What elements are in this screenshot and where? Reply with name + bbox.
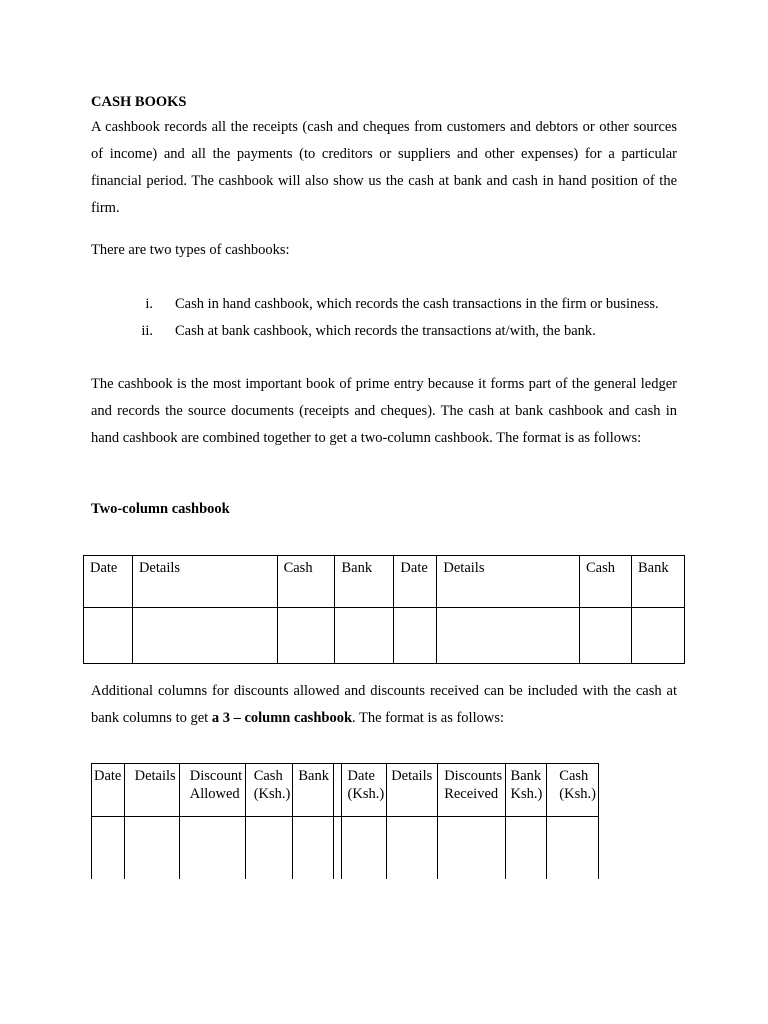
header-cash [547,764,599,817]
header-line: (Ksh.) [559,786,596,802]
table-cell [341,817,387,879]
header-cash: Cash [580,556,632,608]
header-line: Date [347,768,375,784]
header-line: Bank [298,768,329,784]
header-details: Details [132,556,277,608]
header-date [341,764,387,817]
header-line: Allowed [189,786,240,802]
table-cell [124,817,179,879]
header-discount-allowed [179,764,245,817]
table-row [84,608,685,664]
table-header-row [84,556,685,608]
table-header-row [92,764,599,817]
header-line: Ksh.) [510,786,543,802]
table-cell [92,817,125,879]
table-cell [334,817,341,879]
table-cell [84,608,133,664]
header-line: Cash [559,768,589,784]
table-cell [438,817,505,879]
page-title: CASH BOOKS [91,94,187,110]
table-cell [394,608,437,664]
table-cell [505,817,547,879]
table-cell [580,608,632,664]
table-cell [179,817,245,879]
header-date: Date [84,556,133,608]
intro-paragraph: A cashbook records all the receipts (cash and cheques from customers and debtors or other sources of income) and all the payments (to creditors or suppliers and other expenses) for a particular financial period. The cashbook will also show us the cash at bank and cash in hand position of the firm. [91,119,677,216]
header-date [92,764,125,817]
additional-text-end: . The format is as follows: [352,710,504,726]
header-details: Details [437,556,580,608]
list-number: ii. [141,323,153,339]
additional-text: Additional columns for discounts allowed and discounts received can be included with the cash at bank columns to get [91,683,677,726]
header-discounts-received [438,764,505,817]
table-row [92,817,599,879]
header-bank [293,764,334,817]
additional-bold-text: a 3 – column cashbook [211,710,353,726]
additional-paragraph [91,678,677,732]
header-date: Date [394,556,437,608]
header-details [387,764,438,817]
table-cell [335,608,394,664]
header-details [124,764,179,817]
two-column-heading: Two-column cashbook [91,501,230,517]
header-bank: Bank [335,556,394,608]
list-item: Cash in hand cashbook, which records the cash transactions in the firm or business. [175,296,659,312]
header-line: Discounts [444,768,503,784]
header-cash: Cash [277,556,335,608]
header-line: Date [94,768,122,784]
table-cell [437,608,580,664]
list-number: i. [145,296,153,312]
header-line: Details [391,768,433,784]
types-intro: There are two types of cashbooks: [91,242,290,258]
header-line: Cash [253,768,283,784]
table-cell [277,608,335,664]
list-item: Cash at bank cashbook, which records the transactions at/with, the bank. [175,323,596,339]
table-cell [631,608,684,664]
header-cash [245,764,293,817]
two-column-cashbook-table [83,555,685,664]
header-line: (Ksh.) [347,786,385,802]
header-bank: Bank [631,556,684,608]
header-bank [505,764,547,817]
table-cell [245,817,293,879]
table-cell [132,608,277,664]
header-line: Bank [510,768,542,784]
importance-paragraph: The cashbook is the most important book of prime entry because it forms part of the general ledger and records the source documents (receipts and cheques). The cash at bank cashbook and cash in hand cashbook are combined together to get a two-column cashbook. The format is as follows: [91,376,677,446]
header-line: Details [134,768,176,784]
table-cell [293,817,334,879]
header-line: Discount [189,768,243,784]
table-cell [547,817,599,879]
header-spacer [334,764,341,817]
table-cell [387,817,438,879]
header-line: Received [444,786,499,802]
header-line: (Ksh.) [253,786,291,802]
three-column-cashbook-table [91,763,599,879]
